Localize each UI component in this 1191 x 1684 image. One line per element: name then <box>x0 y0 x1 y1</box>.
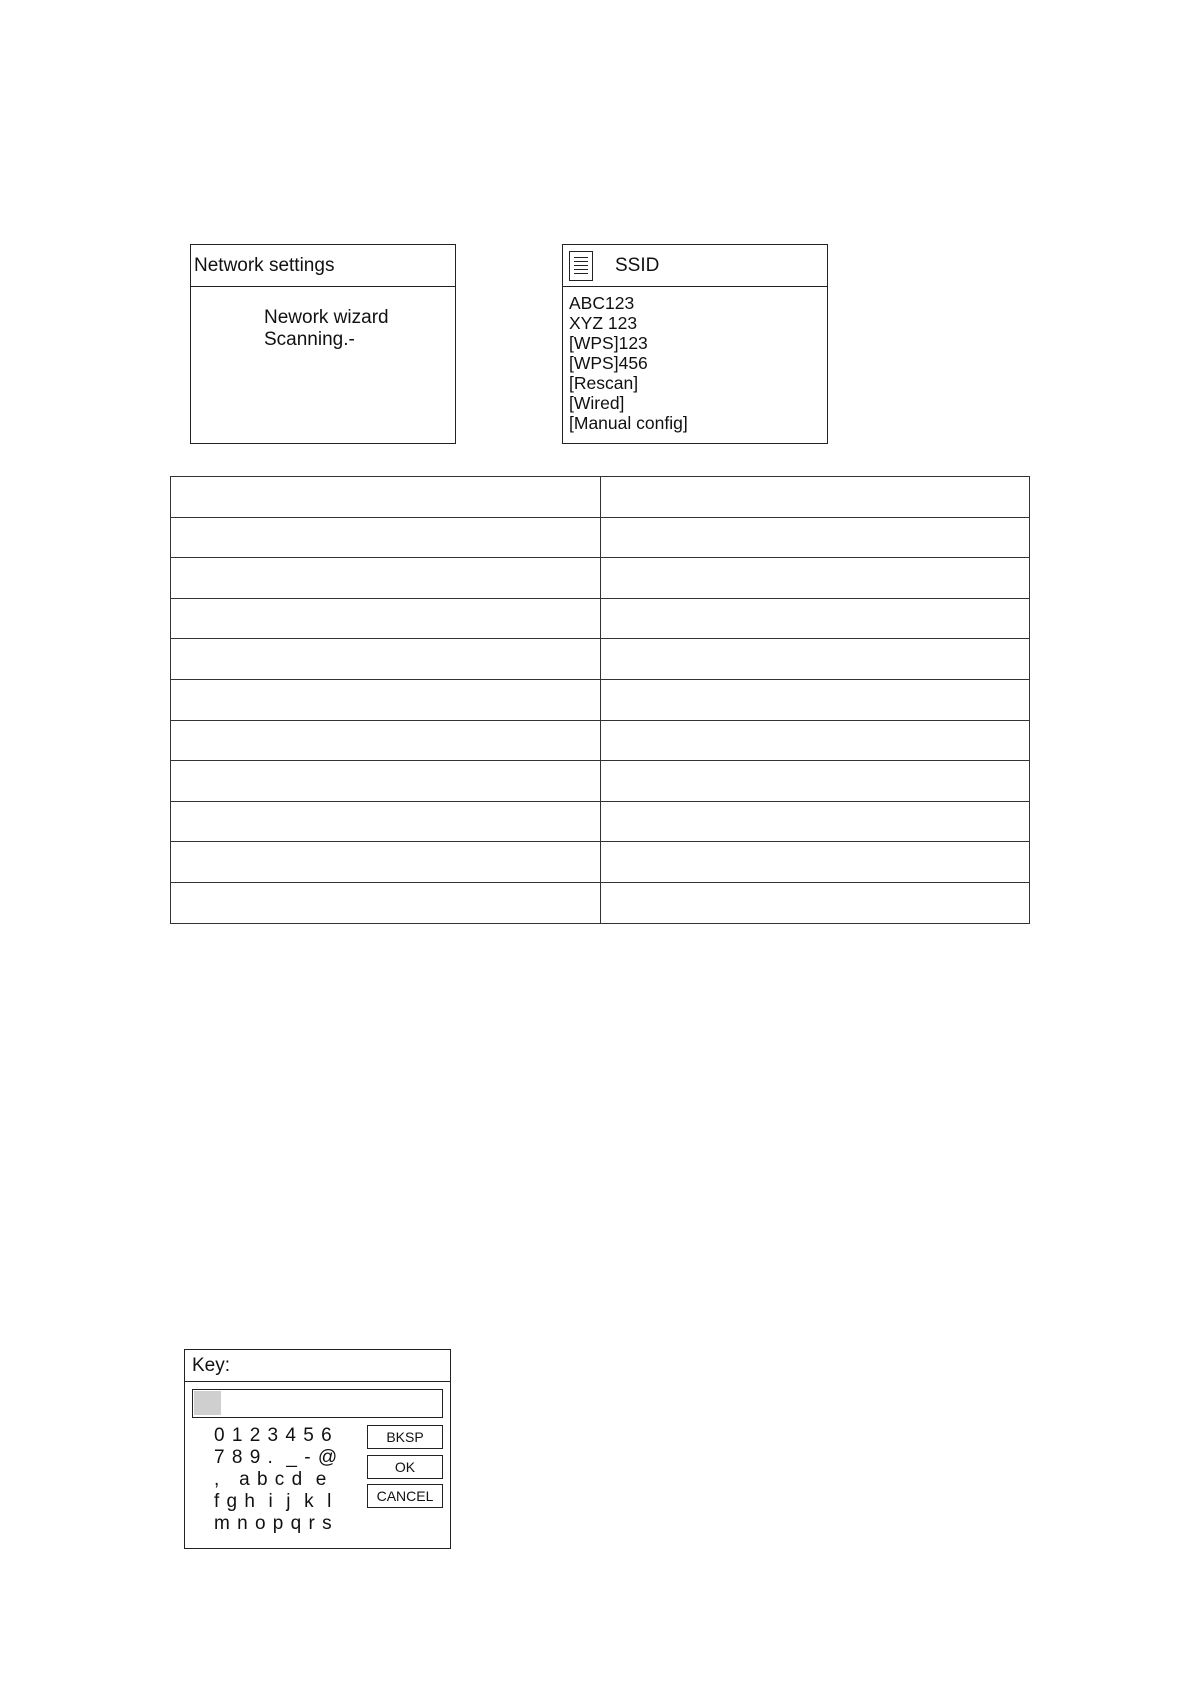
network-settings-header <box>191 245 455 287</box>
ssid-list <box>569 293 688 433</box>
table-row <box>171 639 1030 680</box>
table-cell <box>600 801 1030 842</box>
ssid-screen <box>562 244 828 444</box>
table-row <box>171 801 1030 842</box>
table-cell <box>171 558 601 599</box>
ssid-header <box>563 245 827 287</box>
ssid-item-wps123[interactable]: [WPS]123 <box>569 333 648 353</box>
table-cell <box>171 679 601 720</box>
char-row-4[interactable]: f g h i j k l <box>214 1491 333 1512</box>
key-input[interactable] <box>192 1389 443 1418</box>
table-cell <box>171 801 601 842</box>
table-row <box>171 720 1030 761</box>
ssid-item-manual-config[interactable]: [Manual config] <box>569 413 688 433</box>
ssid-item-wired[interactable]: [Wired] <box>569 393 625 413</box>
table-body <box>171 477 1030 924</box>
ssid-item-xyz123[interactable]: XYZ 123 <box>569 313 638 333</box>
ssid-item-rescan[interactable]: [Rescan] <box>569 373 639 393</box>
ssid-item-abc123[interactable]: ABC123 <box>569 293 635 313</box>
network-wizard-status <box>264 307 389 351</box>
char-row-2[interactable]: 7 8 9 . _ - @ <box>214 1447 339 1468</box>
table-row <box>171 679 1030 720</box>
ssid-title: SSID <box>615 254 660 276</box>
table-row <box>171 882 1030 923</box>
table-cell <box>600 720 1030 761</box>
table-cell <box>600 477 1030 518</box>
table-cell <box>171 598 601 639</box>
table-cell <box>171 761 601 802</box>
scanning-label: Scanning.- <box>264 329 355 350</box>
table-row <box>171 517 1030 558</box>
table-cell <box>171 477 601 518</box>
char-row-3[interactable]: , a b c d e <box>214 1469 328 1490</box>
table-cell <box>600 639 1030 680</box>
table-row <box>171 598 1030 639</box>
ok-button[interactable]: OK <box>367 1455 443 1479</box>
table-cell <box>600 517 1030 558</box>
character-grid <box>214 1425 338 1535</box>
network-settings-screen <box>190 244 456 444</box>
table-cell <box>171 720 601 761</box>
ssid-item-wps456[interactable]: [WPS]456 <box>569 353 648 373</box>
table-row <box>171 761 1030 802</box>
backspace-button[interactable]: BKSP <box>367 1425 443 1449</box>
table-cell <box>600 598 1030 639</box>
table-row <box>171 842 1030 883</box>
table-cell <box>600 882 1030 923</box>
table-row <box>171 558 1030 599</box>
table-cell <box>171 842 601 883</box>
key-entry-screen <box>184 1349 451 1549</box>
cancel-button[interactable]: CANCEL <box>367 1484 443 1508</box>
table-cell <box>171 882 601 923</box>
char-row-1[interactable]: 0 1 2 3 4 5 6 <box>214 1425 333 1446</box>
empty-table <box>170 476 1030 924</box>
key-title: Key: <box>192 1354 231 1376</box>
table-cell <box>600 558 1030 599</box>
table-cell <box>600 761 1030 802</box>
list-icon <box>569 251 593 281</box>
input-cursor <box>194 1391 221 1415</box>
table-cell <box>600 679 1030 720</box>
wizard-label: Nework wizard <box>264 307 389 328</box>
key-header <box>185 1350 450 1382</box>
table-cell <box>171 639 601 680</box>
table-cell <box>600 842 1030 883</box>
table-cell <box>171 517 601 558</box>
char-row-5[interactable]: m n o p q r s <box>214 1513 333 1534</box>
table-row <box>171 477 1030 518</box>
network-settings-title: Network settings <box>194 254 335 276</box>
